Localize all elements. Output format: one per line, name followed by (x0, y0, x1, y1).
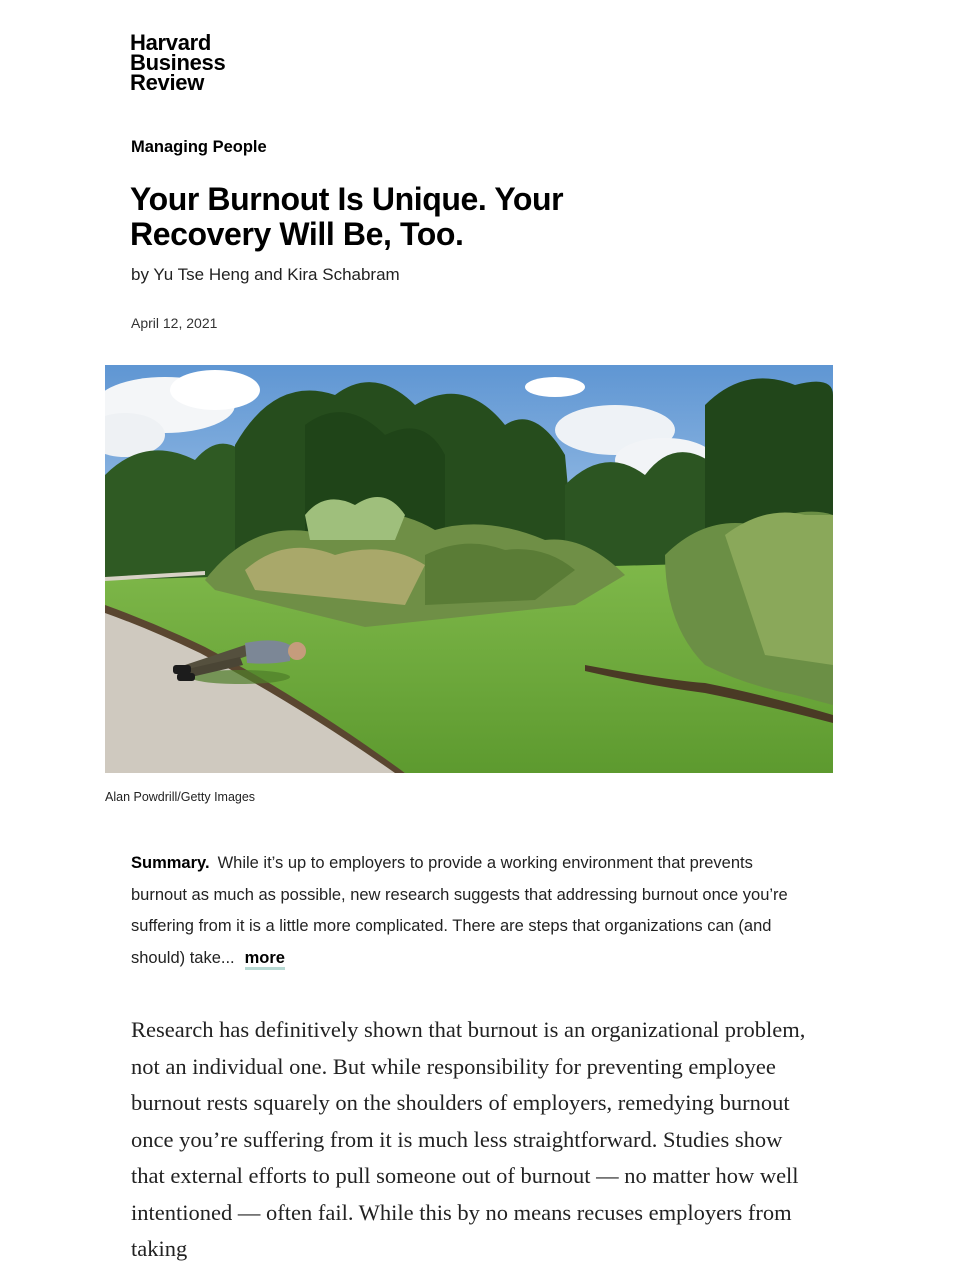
logo-line-3: Review (130, 70, 205, 95)
summary-label: Summary. (131, 854, 210, 872)
hbr-logo[interactable] (130, 30, 226, 95)
article-category-link[interactable]: Managing People (131, 138, 267, 156)
article-date: April 12, 2021 (131, 315, 218, 331)
hero-image (105, 365, 833, 773)
image-caption: Alan Powdrill/Getty Images (105, 790, 256, 804)
summary-text: While it’s up to employers to provide a working environment that prevents burnout as much as possible, new research suggests that addressing burnout once you’re suffering from it is a little more complicated. There are steps that organizations can (and should) take... (131, 854, 788, 967)
summary-more-link[interactable]: more (245, 949, 285, 970)
article-summary (131, 848, 801, 974)
logo-line-2: Business (130, 50, 226, 75)
article-byline: by Yu Tse Heng and Kira Schabram (131, 265, 400, 284)
article-body-paragraph: Research has definitively shown that burnout is an organizational problem, not an individual one. But while responsibility for preventing employee burnout rests squarely on the shoulders of employers, remedying burnout once you’re suffering from it is much less straightforward. Studies show that external efforts to pull someone out of burnout — no matter how well intentioned — often fail. While this by no means recuses employers from taking (131, 1017, 806, 1261)
article-title: Your Burnout Is Unique. Your Recovery Will Be, Too. (130, 181, 564, 252)
logo-line-1: Harvard (130, 30, 212, 55)
